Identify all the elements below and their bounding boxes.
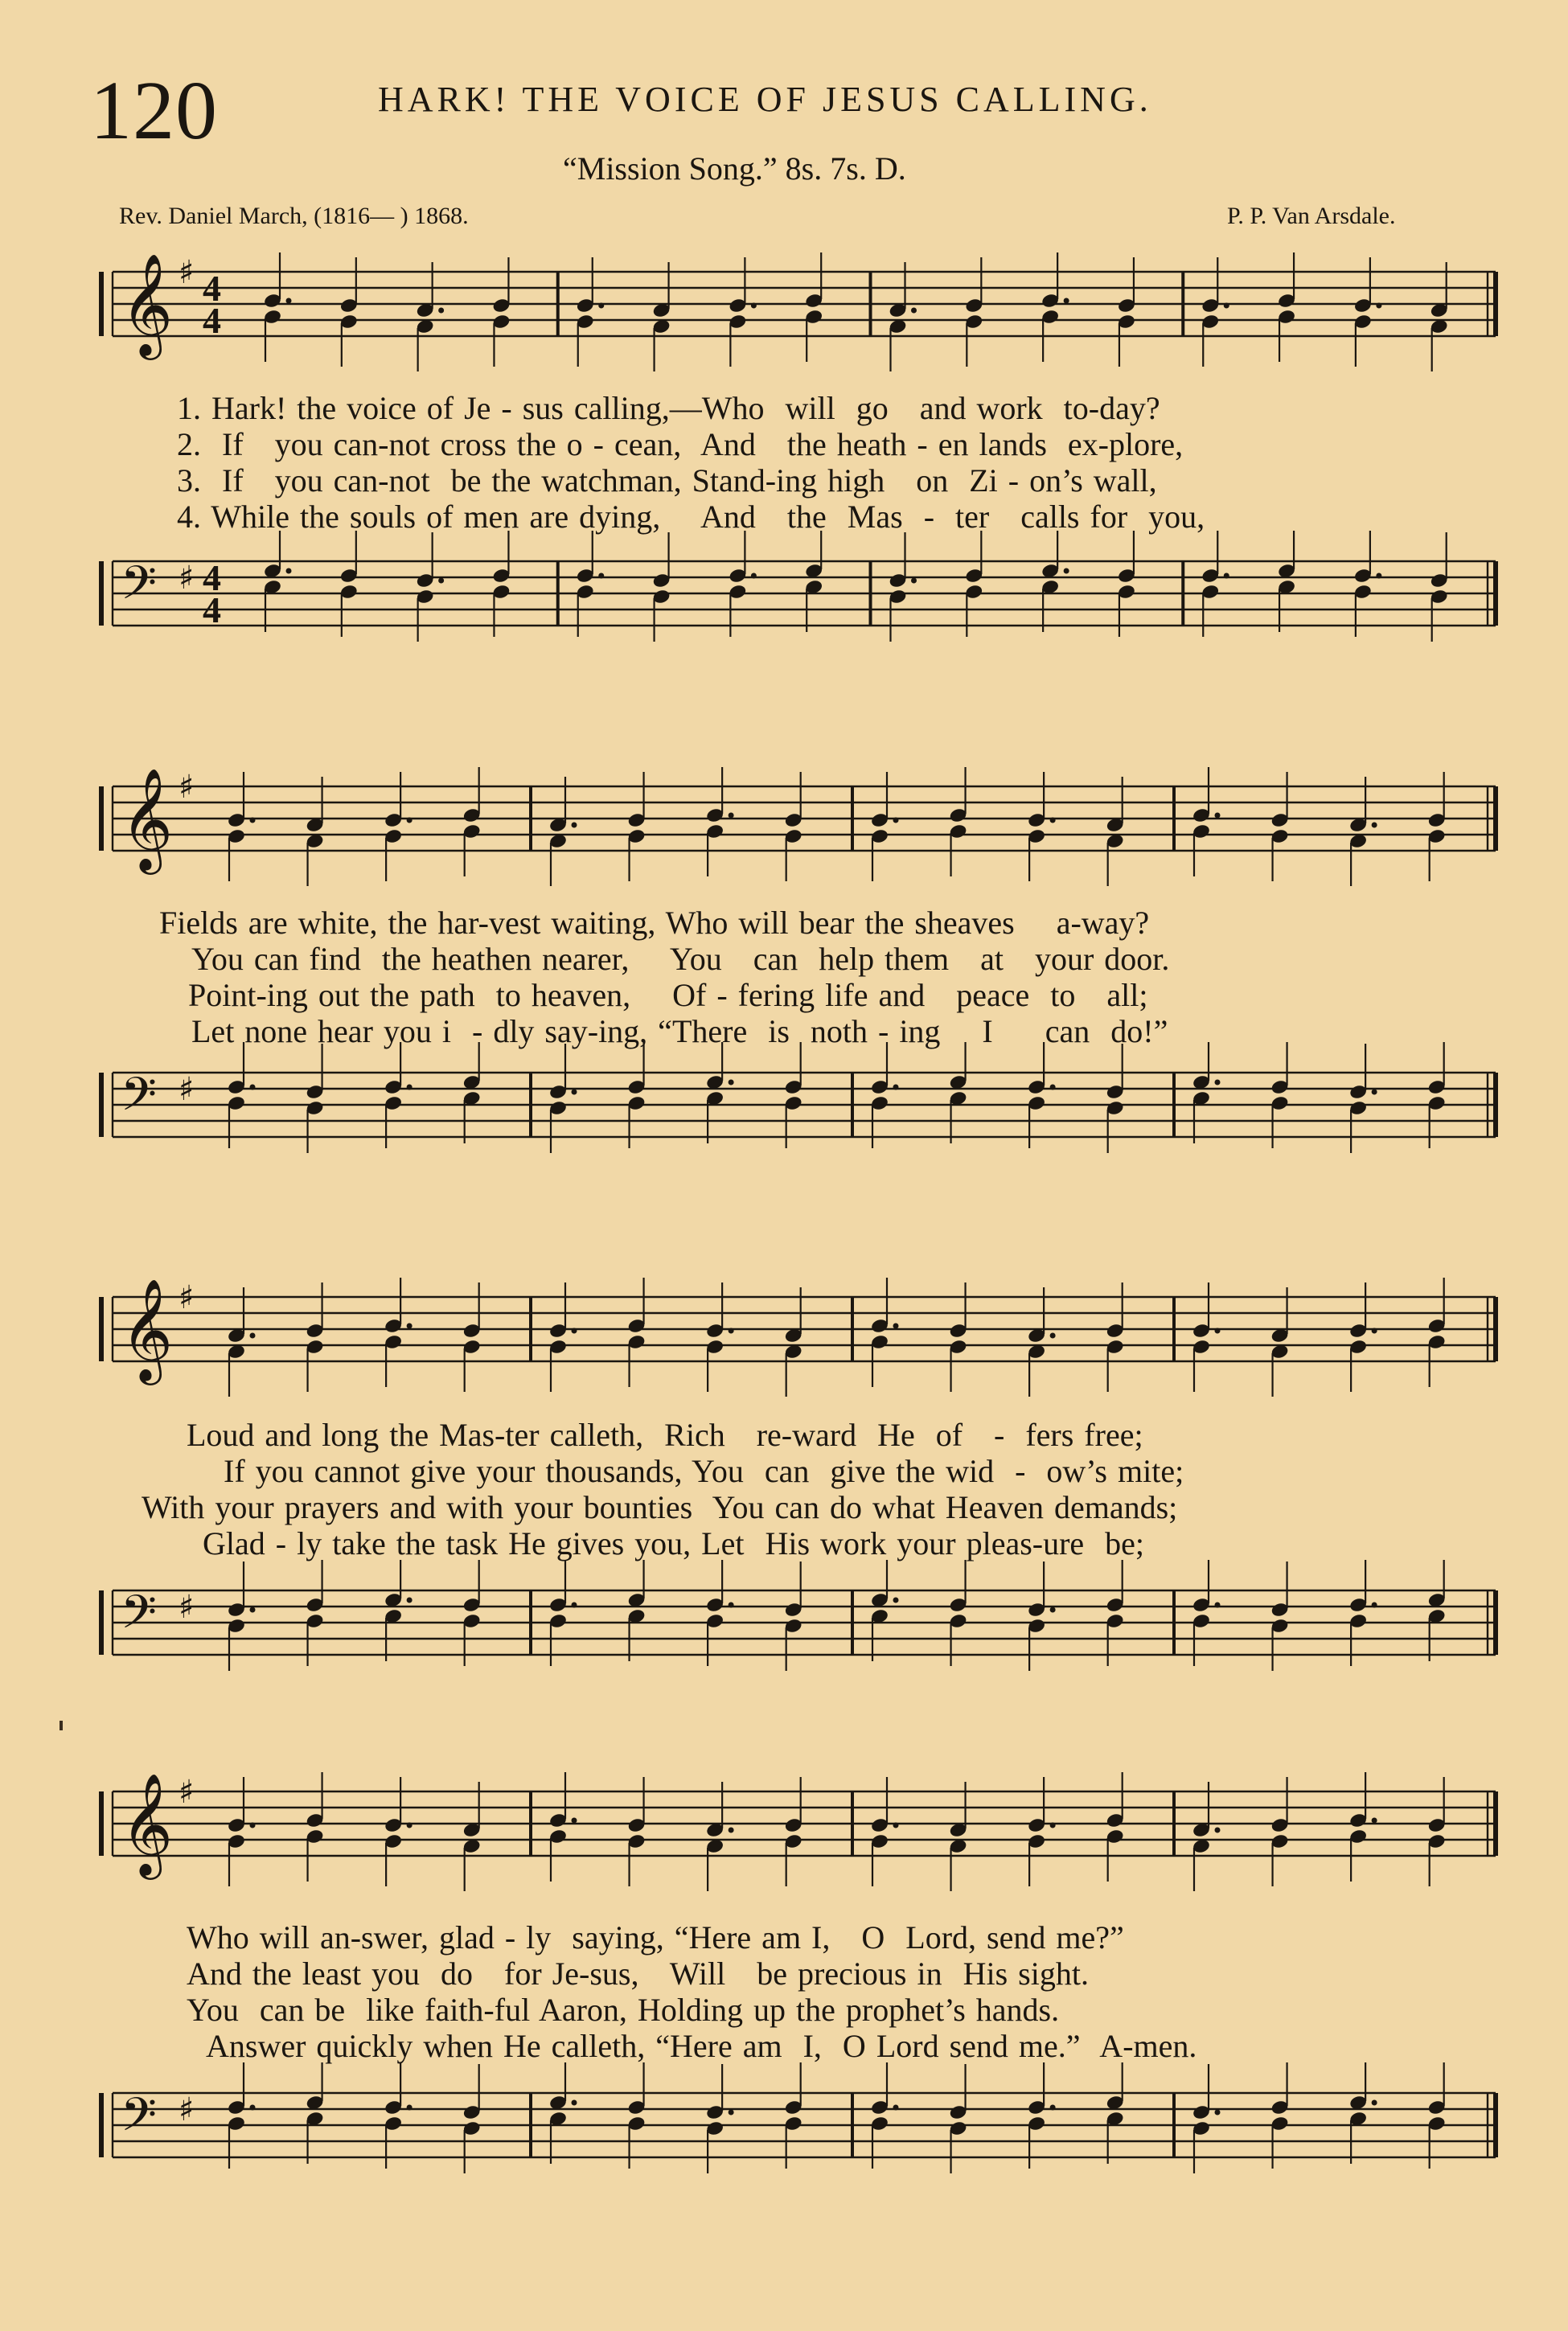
dot xyxy=(1372,2100,1377,2106)
lyric-line: 3. If you can-not be the watchman, Stand-ing high on Zi - on’s wall, xyxy=(177,462,1157,499)
dot xyxy=(438,578,444,584)
dot xyxy=(407,818,413,823)
dot xyxy=(286,568,292,574)
author-credit: Rev. Daniel March, (1816— ) 1868. xyxy=(119,203,469,229)
dot xyxy=(1064,568,1069,574)
bass-clef-icon: 𝄢 xyxy=(121,556,158,622)
composer-credit: P. P. Van Arsdale. xyxy=(1227,203,1396,229)
dot xyxy=(893,1598,899,1603)
lyric-line: 4. While the souls of men are dying, And the Mas - ter calls for you, xyxy=(177,499,1205,535)
treble-staff xyxy=(88,1266,1516,1419)
dot xyxy=(1376,573,1381,579)
dot xyxy=(572,823,577,828)
dot xyxy=(250,2105,256,2111)
dot xyxy=(572,1090,577,1095)
bass-staff xyxy=(88,2062,1516,2215)
dot xyxy=(438,308,444,314)
dot xyxy=(911,578,917,584)
dot xyxy=(1215,1080,1221,1085)
lyric-line: Answer quickly when He calleth, “Here am I, O Lord send me.” A-men. xyxy=(206,2028,1197,2064)
lyric-line: You can find the heathen nearer, You can help them at your door. xyxy=(191,941,1170,977)
dot xyxy=(572,1603,577,1608)
ink-spot xyxy=(60,1721,63,1730)
dot xyxy=(407,1085,413,1090)
sharp-icon: ♯ xyxy=(179,1279,195,1316)
lyric-line: Glad - ly take the task He gives you, Let His work your pleas-ure be; xyxy=(203,1525,1145,1562)
dot xyxy=(729,2110,734,2116)
hymn-title: HARK! THE VOICE OF JESUS CALLING. xyxy=(378,80,1152,119)
dot xyxy=(1050,1823,1056,1828)
dot xyxy=(598,303,604,309)
lyric-line: 2. If you can-not cross the o - cean, And the heath - en lands ex-plore, xyxy=(177,426,1184,462)
dot xyxy=(1050,1085,1056,1090)
lyric-line: If you cannot give your thousands, You can give the wid - ow’s mite; xyxy=(224,1453,1184,1489)
treble-clef-icon: 𝄞 xyxy=(121,1278,174,1381)
dot xyxy=(729,1603,734,1608)
dot xyxy=(893,1085,899,1090)
dot xyxy=(1372,823,1377,828)
dot xyxy=(407,2105,413,2111)
dot xyxy=(893,2105,899,2111)
dot xyxy=(250,818,256,823)
dot xyxy=(729,813,734,819)
dot xyxy=(893,1823,899,1828)
bass-clef-icon: 𝄢 xyxy=(121,1585,158,1651)
dot xyxy=(1215,1603,1221,1608)
dot xyxy=(1215,2110,1221,2116)
dot xyxy=(1050,1333,1056,1339)
time-signature: 4 xyxy=(203,268,221,309)
sharp-icon: ♯ xyxy=(179,1071,195,1108)
dot xyxy=(729,1328,734,1334)
dot xyxy=(1050,2105,1056,2111)
lyric-line: And the least you do for Je-sus, Will be precious in His sight. xyxy=(187,1955,1089,1992)
dot xyxy=(751,573,757,579)
dot xyxy=(1224,573,1229,579)
lyric-line: Loud and long the Mas-ter calleth, Rich re-ward He of - fers free; xyxy=(187,1417,1143,1453)
hymn-number: 120 xyxy=(90,64,218,157)
lyric-line: With your prayers and with your bounties You can do what Heaven demands; xyxy=(142,1489,1178,1525)
dot xyxy=(911,308,917,314)
dot xyxy=(1372,1818,1377,1824)
dot xyxy=(572,1818,577,1824)
bass-clef-icon: 𝄢 xyxy=(121,1067,158,1133)
dot xyxy=(1372,1328,1377,1334)
sharp-icon: ♯ xyxy=(179,254,195,291)
time-signature: 4 xyxy=(203,557,221,598)
dot xyxy=(250,1607,256,1613)
dot xyxy=(1376,303,1381,309)
dot xyxy=(729,1080,734,1085)
dot xyxy=(1215,1328,1221,1334)
dot xyxy=(407,1598,413,1603)
sharp-icon: ♯ xyxy=(179,2091,195,2128)
dot xyxy=(250,1823,256,1828)
dot xyxy=(572,2100,577,2106)
dot xyxy=(1064,298,1069,304)
bass-staff xyxy=(88,1042,1516,1195)
dot xyxy=(1224,303,1229,309)
lyric-line: Let none hear you i - dly say-ing, “There is noth - ing I can do!” xyxy=(191,1013,1168,1049)
dot xyxy=(598,573,604,579)
time-signature: 4 xyxy=(203,300,221,341)
sharp-icon: ♯ xyxy=(179,769,195,806)
lyric-line: You can be like faith-ful Aaron, Holding up the prophet’s hands. xyxy=(187,1992,1060,2028)
lyric-line: Point-ing out the path to heaven, Of - fering life and peace to all; xyxy=(188,977,1148,1013)
lyric-line: 1. Hark! the voice of Je - sus calling,—Who will go and work to-day? xyxy=(177,390,1160,426)
dot xyxy=(572,1328,577,1334)
dot xyxy=(407,1823,413,1828)
dot xyxy=(893,818,899,823)
lyric-line: Fields are white, the har-vest waiting, Who will bear the sheaves a-way? xyxy=(159,905,1150,941)
dot xyxy=(250,1085,256,1090)
treble-clef-icon: 𝄞 xyxy=(121,252,174,355)
treble-staff xyxy=(88,241,1516,394)
treble-clef-icon: 𝄞 xyxy=(121,767,174,870)
sharp-icon: ♯ xyxy=(179,560,195,597)
dot xyxy=(286,298,292,304)
dot xyxy=(729,1828,734,1833)
time-signature: 4 xyxy=(203,589,221,630)
treble-clef-icon: 𝄞 xyxy=(121,1772,174,1875)
hymn-meter: “Mission Song.” 8s. 7s. D. xyxy=(563,150,906,187)
dot xyxy=(1215,813,1221,819)
dot xyxy=(250,1333,256,1339)
lyric-line: Who will an-swer, glad - ly saying, “Here am I, O Lord, send me?” xyxy=(187,1919,1124,1955)
bass-staff xyxy=(88,1560,1516,1713)
dot xyxy=(1050,818,1056,823)
dot xyxy=(1372,1090,1377,1095)
bass-staff xyxy=(88,531,1516,683)
dot xyxy=(407,1323,413,1329)
sharp-icon: ♯ xyxy=(179,1589,195,1626)
dot xyxy=(1372,1603,1377,1608)
bass-clef-icon: 𝄢 xyxy=(121,2087,158,2153)
dot xyxy=(1215,1828,1221,1833)
treble-staff xyxy=(88,1761,1516,1914)
sharp-icon: ♯ xyxy=(179,1774,195,1811)
dot xyxy=(1050,1607,1056,1613)
dot xyxy=(751,303,757,309)
dot xyxy=(893,1323,899,1329)
treble-staff xyxy=(88,756,1516,909)
